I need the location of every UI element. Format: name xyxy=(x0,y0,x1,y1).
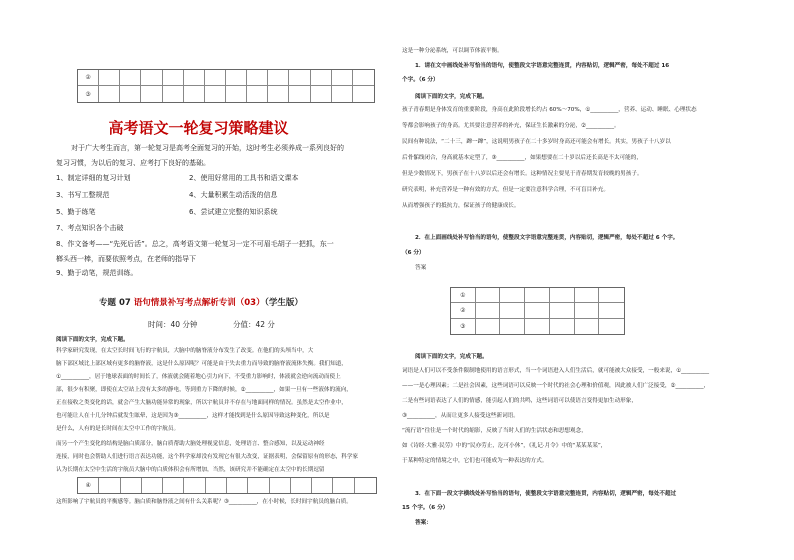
habit-4: 4、大量积累生动活泼的信息 xyxy=(189,191,278,199)
passage-right-2-line-5: “流行语”往往是一个时代的缩影，反映了当时人们的生活状态和思想观念， xyxy=(402,428,587,434)
bottom-grid-cell[interactable] xyxy=(206,478,227,493)
bottom-grid-cell[interactable] xyxy=(163,478,184,493)
passage-right-1-line-2: 等都会影响孩子的身高。尤其要注意营养的补充，保证生长激素的分泌，②__________。 xyxy=(402,123,620,129)
right-grid-cell[interactable] xyxy=(500,319,525,334)
special-title-label: 专题 07 xyxy=(99,298,131,308)
passage-right-1-line-5: 但是少数情况下，男孩子在十八岁以后还会有增长。这种情况主要见于青春期发育较晚的男孩子。 xyxy=(402,171,643,177)
intro-line-2: 复习习惯，为以后的复习、应考打下良好的基础。 xyxy=(56,159,210,167)
read-instruction: 阅读下面的文字，完成下题。 xyxy=(56,337,129,343)
last-line: 这所影响了宇航员的平衡感等。脑白质和脑脊液之间有什么关系呢？③__________，在小时候，长时间宇航员的脑白质。 xyxy=(56,499,352,505)
right-grid-cell[interactable] xyxy=(476,303,501,318)
top-grid-cell[interactable] xyxy=(99,86,120,102)
passage-2 xyxy=(56,440,392,475)
passage-right-2-line-6: 如《诗经·大雅·民劳》中的“民亦劳止，汔可小休”，《礼记·月令》中的“某某某某”， xyxy=(402,443,607,449)
top-grid-cell[interactable] xyxy=(163,70,184,86)
bottom-answer-grid xyxy=(77,477,377,494)
right-grid-cell[interactable] xyxy=(599,319,624,334)
question-2-score: （6 分） xyxy=(402,250,425,256)
right-grid-cell[interactable] xyxy=(575,288,600,303)
time-label: 时间：40 分钟 xyxy=(148,320,198,329)
top-grid-cell[interactable] xyxy=(311,70,332,86)
top-grid-row-label: ③ xyxy=(78,86,99,102)
passage-right-2-line-2: ——一是心理因素；二是社会因素，这些词语可以反映一个时代的社会心理和价值观，因此被人们广泛接受，②__________， xyxy=(402,383,710,389)
special-title-tail: （学生版） xyxy=(264,298,303,308)
top-grid-cell[interactable] xyxy=(247,86,268,102)
top-grid-cell[interactable] xyxy=(226,70,247,86)
right-top-line: 这是一种分泌系统，可以调节体液平衡。 xyxy=(402,48,503,54)
habit-6: 6、尝试建立完整的知识系统 xyxy=(189,208,278,216)
habit-5: 5、勤于练笔 xyxy=(56,208,96,216)
habit-8-line-2: 榔头西一棒，而要依照考点，在老师的指导下 xyxy=(56,255,196,263)
top-grid-cell[interactable] xyxy=(99,70,120,86)
bottom-grid-cell[interactable] xyxy=(121,478,142,493)
passage-1 xyxy=(56,347,392,434)
right-grid-cell[interactable] xyxy=(500,303,525,318)
passage-2-line-1: 而另一个产生变化的结构是脑白质部分，脑白质帮助大脑处理视觉信息，处理语言、整合感知，以及运动神经 xyxy=(56,441,325,447)
question-2: 2．在上面画线处补写恰当的语句，使整段文字语意完整连贯，内容贴切，逻辑严密，每处不超过 6 个字。 xyxy=(415,235,679,241)
answer-label-2: 答案： xyxy=(415,520,432,526)
passage-right-2-line-1: 词语是人们可以不受条件限制地使用的语言形式，当一个词语进入人们生活后，就可能被大众接受，一般来说，①__________ xyxy=(402,368,710,374)
top-grid-cell[interactable] xyxy=(141,86,162,102)
bottom-grid-row-label: ④ xyxy=(78,478,99,493)
right-page xyxy=(397,0,794,560)
passage-right-1-line-4: 后骨骺线闭合，身高就基本定型了，③__________，如果想要在二十岁以后还长高是不太可能的， xyxy=(402,155,642,161)
passage-right-2-line-3: 二是有些词语表达了人们的情感，能引起人们的共鸣，这些词语可以使语言变得更加生动形象， xyxy=(402,398,637,404)
top-grid-cell[interactable] xyxy=(141,70,162,86)
question-3: 3．在下面一段文字横线处补写恰当的语句，使整段文字语意完整连贯，内容贴切，逻辑严密，每处不超过 xyxy=(415,491,677,497)
bottom-grid-cell[interactable] xyxy=(291,478,312,493)
passage-1-line-2: 脑下部区域比上部区域有更多的脑脊液，这是什么原因呢？可能是由于失去重力而导致的脑脊液流体失衡。我们知道， xyxy=(56,361,347,367)
habit-8-line-1: 8、作文备考——“先死后活”。总之，高考语文第一轮复习一定不可眉毛胡子一把抓，东一 xyxy=(56,240,334,248)
right-grid-cell[interactable] xyxy=(525,319,550,334)
bottom-grid-cell[interactable] xyxy=(227,478,248,493)
top-grid-cell[interactable] xyxy=(226,86,247,102)
bottom-grid-cell[interactable] xyxy=(270,478,291,493)
score-label: 分值：42 分 xyxy=(233,320,275,329)
top-grid-cell[interactable] xyxy=(184,70,205,86)
passage-2-line-3: 认为长期在太空中生活的宇航员大脑中的白质体积会有所增加，当然，该研究并不能确定在太空中的长期逗留 xyxy=(56,467,325,473)
question-1: 1．请在文中画线处补写恰当的语句，使整段文字语意完整连贯，内容贴切，逻辑严密，每处不超过 16 xyxy=(415,63,670,69)
passage-1-line-1: 科学家研究发现，在太空长时间飞行的宇航员，大脑中的脑脊液分布发生了改变。在他们的头颅当中，大 xyxy=(56,348,314,354)
passage-1-line-4: 部，很少有积聚，即使在太空站上没有太多的静电，等到重力下降的时候，②__________，如果一旦有一些液体的流向， xyxy=(56,387,352,393)
right-grid-cell[interactable] xyxy=(500,288,525,303)
passage-right-1-line-3: 民间有种说法，“二十三，蹿一蹿”，这说明男孩子在二十多岁时身高还可能会有增长。其实，男孩子十八岁以 xyxy=(402,139,671,145)
question-3-tail: 15 个字。（6 分） xyxy=(402,505,449,511)
right-grid-row-label: ② xyxy=(451,303,476,318)
passage-right-2-line-7: 于某种特定的情境之中，它们也可能成为一种表达的方式。 xyxy=(402,458,548,464)
right-grid-cell[interactable] xyxy=(525,288,550,303)
intro-line-1: 对于广大考生而言，第一轮复习是高考全面复习的开始，这时考生必须养成一系列良好的 xyxy=(71,144,344,152)
answer-label: 答案 xyxy=(415,265,427,271)
right-answer-grid xyxy=(450,287,625,335)
top-grid-cell[interactable] xyxy=(268,70,289,86)
bottom-grid-cell[interactable] xyxy=(248,478,269,493)
question-1-tail: 个字。（6 分） xyxy=(402,77,439,83)
habit-1: 1、制定详细的复习计划 xyxy=(56,174,131,182)
right-grid-cell[interactable] xyxy=(550,319,575,334)
top-grid-cell[interactable] xyxy=(332,86,353,102)
right-grid-row-label: ③ xyxy=(451,319,476,334)
top-grid-cell[interactable] xyxy=(268,86,289,102)
habit-9: 9、勤于动笔，规范训练。 xyxy=(56,269,138,277)
passage-1-line-3: ①__________，居于地球表面的时间长了，体液就会随着地心引力向下，不受重力影响时，体液就会逆向流动而使上 xyxy=(56,374,341,380)
passage-2-line-2: 连接，同时也会帮助人们进行语言表达功能，这个科学家却没有发现它有很大改变，证据表明，会保留原有的形态，科学家 xyxy=(56,454,359,460)
top-grid-cell[interactable] xyxy=(332,70,353,86)
top-grid-cell[interactable] xyxy=(311,86,332,102)
right-grid-cell[interactable] xyxy=(599,303,624,318)
right-grid-cell[interactable] xyxy=(476,319,501,334)
top-grid-cell[interactable] xyxy=(353,70,374,86)
bottom-grid-cell[interactable] xyxy=(99,478,120,493)
top-grid-cell[interactable] xyxy=(289,86,310,102)
right-grid-cell[interactable] xyxy=(550,288,575,303)
passage-1-line-6: 也可能让人在十几分钟后就发生眩晕，这是因为③__________，这样才能找到是什么原因导致这种变化，所以是 xyxy=(56,413,330,419)
right-grid-row-label: ① xyxy=(451,288,476,303)
top-grid-cell[interactable] xyxy=(205,70,226,86)
top-grid-cell[interactable] xyxy=(353,86,374,102)
page-title: 高考语文一轮复习策略建议 xyxy=(108,119,289,137)
top-grid-cell[interactable] xyxy=(205,86,226,102)
read-instruction-right-2: 阅读下面的文字，完成下题。 xyxy=(415,354,488,360)
habit-7: 7、考点知识各个击破 xyxy=(56,224,124,232)
passage-right-1-line-6: 研究表明，补充营养是一种有效的方式，但是一定要注意科学合理，不可盲目补充。 xyxy=(402,187,609,193)
passage-right-1-line-1: 孩子青春期是身体发育的重要阶段，身高在此阶段增长约占 60%～70%，①__________，营养、运动、睡眠、心理状态 xyxy=(402,107,697,113)
right-grid-cell[interactable] xyxy=(575,319,600,334)
top-grid-cell[interactable] xyxy=(184,86,205,102)
bottom-grid-cell[interactable] xyxy=(333,478,354,493)
top-grid-row-label: ② xyxy=(78,70,99,86)
special-title xyxy=(99,297,303,309)
top-grid-cell[interactable] xyxy=(247,70,268,86)
right-grid-cell[interactable] xyxy=(575,303,600,318)
right-grid-cell[interactable] xyxy=(525,303,550,318)
bottom-grid-cell[interactable] xyxy=(142,478,163,493)
top-grid-cell[interactable] xyxy=(120,70,141,86)
passage-right-2-line-4: ③__________，从而让更多人接受这些新词语。 xyxy=(402,413,519,419)
passage-right-1 xyxy=(402,106,790,211)
right-grid-cell[interactable] xyxy=(476,288,501,303)
passage-right-2 xyxy=(402,367,790,466)
passage-1-line-5: 正在接收之类变化的话，就会产生大脑功能异常的现象，所以宇航员并不存在与地面同样的情况。虽然是太空作业中， xyxy=(56,400,347,406)
bottom-grid-cell[interactable] xyxy=(312,478,333,493)
top-grid-cell[interactable] xyxy=(163,86,184,102)
habit-2: 2、使用好常用的工具书和语文课本 xyxy=(189,174,299,182)
bottom-grid-cell[interactable] xyxy=(355,478,376,493)
passage-1-line-7: 是什么，人有的是长时间在太空中工作的宇航员。 xyxy=(56,426,180,432)
right-grid-cell[interactable] xyxy=(599,288,624,303)
passage-right-1-line-7: 从而增强孩子的抵抗力，保证孩子的健康成长。 xyxy=(402,203,520,209)
right-grid-cell[interactable] xyxy=(550,303,575,318)
read-instruction-right: 阅读下面的文字，完成下题。 xyxy=(415,94,488,100)
special-title-topic: 语句情景补写考点解析专训（03） xyxy=(133,298,265,308)
top-grid-cell[interactable] xyxy=(120,86,141,102)
bottom-grid-cell[interactable] xyxy=(184,478,205,493)
top-answer-grid xyxy=(77,69,375,103)
top-grid-cell[interactable] xyxy=(289,70,310,86)
habit-3: 3、书写工整规范 xyxy=(56,191,110,199)
